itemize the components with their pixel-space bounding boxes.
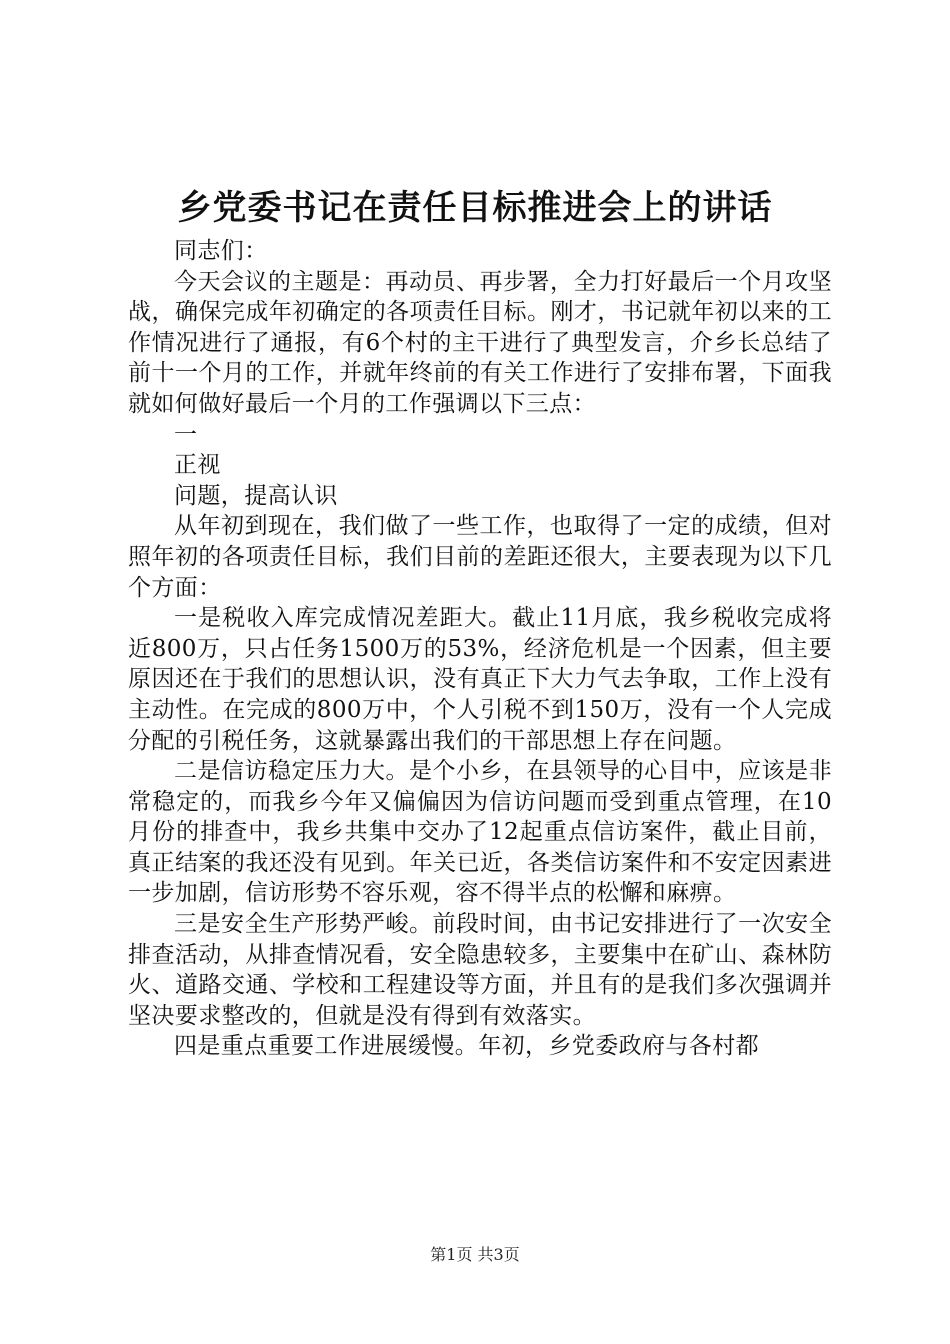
paragraph-intro: 今天会议的主题是：再动员、再步署，全力打好最后一个月攻坚战，确保完成年初确定的各项责任目标。刚才，书记就年初以来的工作情况进行了通报，有6个村的主干进行了典型发言，介乡长总结了前十一个月的工作，并就年终前的有关工作进行了安排布署，下面我就如何做好最后一个月的工作强调以下三点： — [128, 268, 832, 417]
paragraph-point-2: 二是信访稳定压力大。是个小乡，在县领导的心目中，应该是非常稳定的，而我乡今年又偏偏因为信访问题而受到重点管理，在10月份的排查中，我乡共集中交办了12起重点信访案件，截止目前，真正结案的我还没有见到。年关已近，各类信访案件和不安定因素进一步加剧，信访形势不容乐观，容不得半点的松懈和麻痹。 — [128, 758, 832, 907]
document-title: 乡党委书记在责任目标推进会上的讲话 — [177, 188, 773, 228]
section-number: 一 — [174, 421, 198, 448]
paragraph-salutation: 同志们： — [174, 238, 268, 264]
page-footer — [0, 1244, 950, 1266]
paragraph-point-4: 四是重点重要工作进展缓慢。年初，乡党委政府与各村都 — [174, 1033, 759, 1060]
document-body — [128, 236, 832, 1062]
paragraph-point-1: 一是税收入库完成情况差距大。截止11月底，我乡税收完成将近800万，只占任务1500万的53%，经济危机是一个因素，但主要原因还在于我们的思想认识，没有真正下大力气去争取，工作上没有主动性。在完成的800万中，个人引税不到150万，没有一个人完成分配的引税任务，这就暴露出我们的干部思想上存在问题。 — [128, 605, 832, 754]
paragraph-point-3: 三是安全生产形势严峻。前段时间，由书记安排进行了一次安全排查活动，从排查情况看，安全隐患较多，主要集中在矿山、森林防火、道路交通、学校和工程建设等方面，并且有的是我们多次强调并坚决要求整改的，但就是没有得到有效落实。 — [128, 911, 832, 1029]
paragraph-overview: 从年初到现在，我们做了一些工作，也取得了一定的成绩，但对照年初的各项责任目标，我们目前的差距还很大，主要表现为以下几个方面： — [128, 513, 832, 601]
section-heading-part1: 正视 — [174, 452, 221, 479]
page-indicator: 第1页 共3页 — [430, 1245, 520, 1264]
section-heading-part2: 问题，提高认识 — [174, 482, 338, 509]
